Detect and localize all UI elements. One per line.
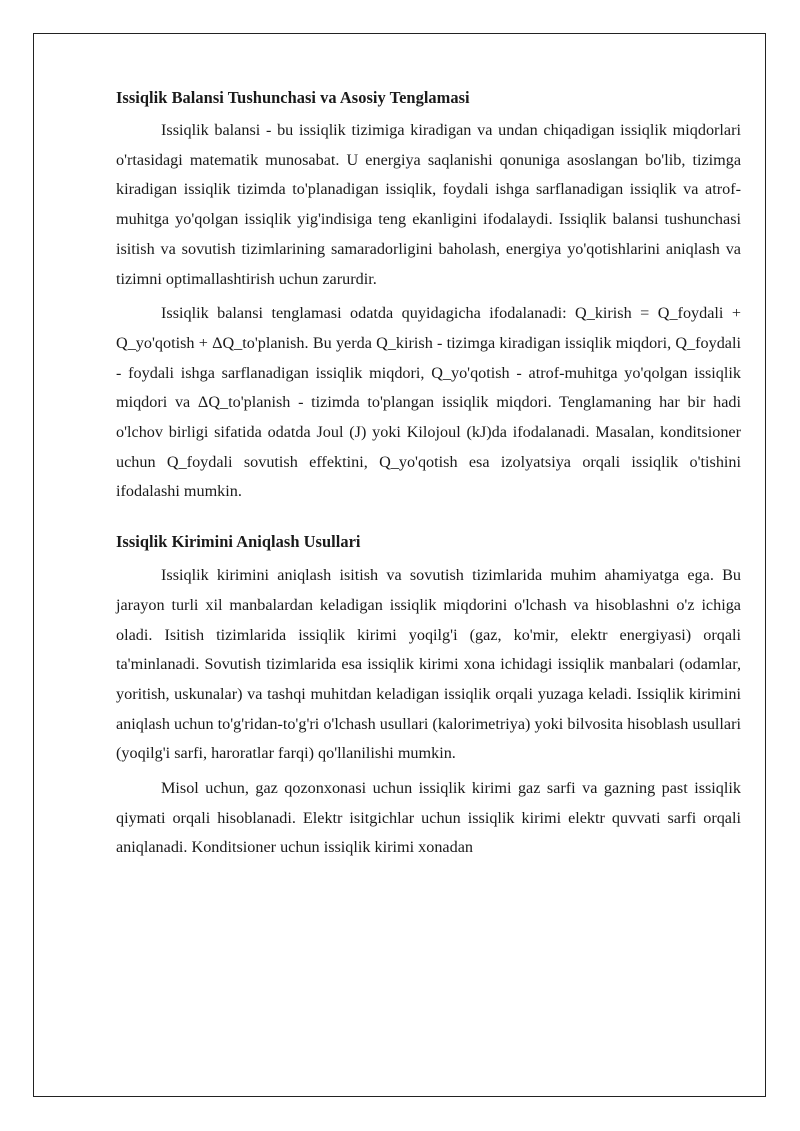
paragraph: Misol uchun, gaz qozonxonasi uchun issiqlik kirimi gaz sarfi va gazning past issiqlik qiymati orqali hisoblanadi. Elektr isitgichlar uchun issiqlik kirimi elektr quvvati sarfi orqali aniqlanadi. Konditsioner uchun issiqlik kirimi xonadan [116,779,741,857]
paragraph: Issiqlik balansi tenglamasi odatda quyidagicha ifodalanadi: Q_kirish = Q_foydali + Q_yo'qotish + ΔQ_to'planish. Bu yerda Q_kirish - tizimga kiradigan issiqlik miqdori, Q_foydali - foydali ishga sarflanadigan issiqlik miqdori, Q_yo'qotish - atrof-muhitga yo'qolgan issiqlik miqdori va ΔQ_to'planish - tizimda to'plangan issiqlik miqdori. Tenglamaning har bir hadi o'lchov birligi sifatida odatda Joul (J) yoki Kilojoul (kJ)da ifodalanadi. Masalan, konditsioner uchun Q_foydali sovutish effektini, Q_yo'qotish esa izolyatsiya orqali issiqlik o'tishini ifodalashi mumkin. [116,304,741,501]
document-body [116,84,741,863]
paragraph: Issiqlik kirimini aniqlash isitish va sovutish tizimlarida muhim ahamiyatga ega. Bu jarayon turli xil manbalardan keladigan issiqlik miqdorini o'lchash va hisoblashni o'z ichiga oladi. Isitish tizimlarida issiqlik kirimi yoqilg'i (gaz, ko'mir, elektr energiyasi) orqali ta'minlanadi. Sovutish tizimlarida esa issiqlik kirimi xona ichidagi issiqlik manbalari (odamlar, yoritish, uskunalar) va tashqi muhitdan keladigan issiqlik orqali yuzaga keladi. Issiqlik kirimini aniqlash uchun to'g'ridan-to'g'ri o'lchash usullari (kalorimetriya) yoki bilvosita hisoblash usullari (yoqilg'i sarfi, haroratlar farqi) qo'llanilishi mumkin. [116,566,741,763]
section-heading: Issiqlik Balansi Tushunchasi va Asosiy Tenglamasi [116,88,470,107]
paragraph: Issiqlik balansi - bu issiqlik tizimiga kiradigan va undan chiqadigan issiqlik miqdorlari o'rtasidagi matematik munosabat. U energiya saqlanishi qonuniga asoslangan bo'lib, tizimga kiradigan issiqlik tizimda to'planadigan issiqlik, foydali ishga sarflanadigan issiqlik va atrof-muhitga yo'qolgan issiqlik yig'indisiga teng ekanligini ifodalaydi. Issiqlik balansi tushunchasi isitish va sovutish tizimlarining samaradorligini baholash, energiya yo'qotishlarini aniqlash va tizimni optimallashtirish uchun zarurdir. [116,121,741,288]
section-heading: Issiqlik Kirimini Aniqlash Usullari [116,532,361,552]
